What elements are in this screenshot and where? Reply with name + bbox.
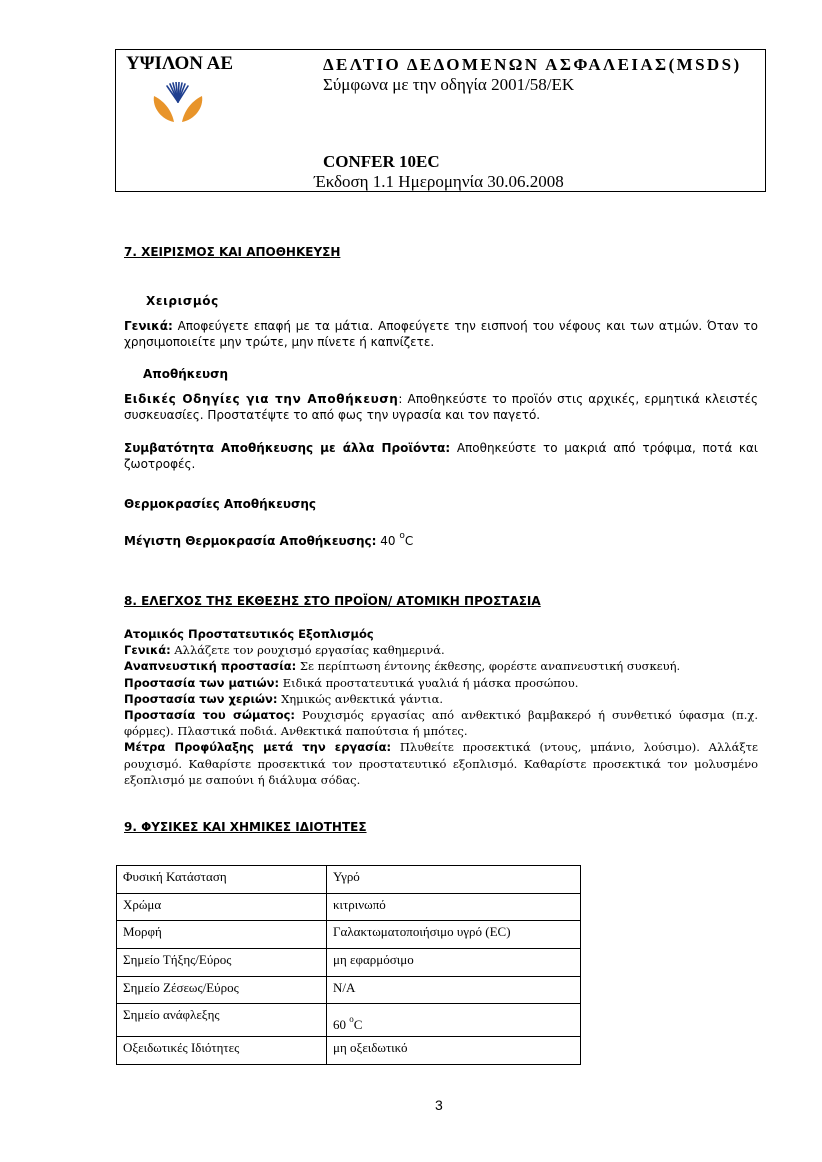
compatibility-text: Αποθηκεύστε το μακριά από τρόφιμα, ποτά και ζωοτροφές. — [124, 441, 758, 471]
product-name: CONFER 10EC — [323, 152, 440, 171]
page-number: 3 — [435, 1097, 443, 1113]
properties-table — [116, 865, 581, 1065]
company-logo-icon — [150, 82, 206, 124]
respiratory-line: Αναπνευστική προστασία: Σε περίπτωση έντονης έκθεσης, φορέστε αναπνευστική συσκευή. — [124, 659, 681, 674]
property-name: Χρώμα — [117, 893, 327, 921]
property-name: Σημείο Ζέσεως/Εύρος — [117, 976, 327, 1004]
degree-symbol: o — [399, 531, 405, 541]
ppe-general-line: Γενικά: Αλλάζετε τον ρουχισμό εργασίας καθημερινά. — [124, 643, 445, 658]
eye-protection-line: Προστασία των ματιών: Ειδικά προστατευτικά γυαλιά ή μάσκα προσώπου. — [124, 675, 579, 690]
table-row — [117, 1004, 581, 1037]
property-value: μη εφαρμόσιμο — [327, 949, 581, 977]
property-value: 60 $^o$C — [327, 1004, 581, 1037]
property-name: Σημείο Τήξης/Εύρος — [117, 949, 327, 977]
body-protection-line: Προστασία του σώματος: Ρουχισμός εργασίας από ανθεκτικό βαμβακερό ή συνθετικό ύφασμα (π.χ. φόρμες). Πλαστικά ποδιά. Ανθεκτικά παπούτσια ή μπότες. — [124, 708, 758, 739]
property-name: Φυσική Κατάσταση — [117, 866, 327, 894]
compatibility-label: Συμβατότητα Αποθήκευσης με άλλα Προϊόντα: — [124, 441, 451, 455]
special-storage-paragraph — [124, 391, 758, 423]
ppe-block — [124, 626, 758, 788]
handling-heading: Χειρισμός — [146, 294, 219, 308]
table-row — [117, 976, 581, 1004]
max-temp-line — [124, 528, 758, 549]
property-name: Σημείο ανάφλεξης — [117, 1004, 327, 1037]
directive-line: Σύμφωνα με την οδηγία 2001/58/ΕΚ — [323, 75, 575, 94]
section-7-title: 7. ΧΕΙΡΙΣΜΟΣ ΚΑΙ ΑΠΟΘΗΚΕΥΣΗ — [124, 245, 341, 259]
handling-general-text: Αποφεύγετε επαφή με τα μάτια. Αποφεύγετε την εισπνοή του νέφους και των ατμών. Όταν το χρησιμοποιείτε μην τρώτε, μην πίνετε ή καπνίζετε. — [124, 319, 758, 349]
property-value: Υγρό — [327, 866, 581, 894]
degree-symbol: o — [349, 1014, 354, 1025]
property-value: N/A — [327, 976, 581, 1004]
company-name: ΥΨΙΛΟΝ ΑΕ — [126, 53, 234, 74]
max-temp-value: 40 — [376, 534, 400, 548]
ppe-heading: Ατομικός Προστατευτικός Εξοπλισμός — [124, 627, 374, 641]
section-8-title: 8. ΕΛΕΓΧΟΣ ΤΗΣ ΕΚΘΕΣΗΣ ΣΤΟ ΠΡΟΪΟΝ/ ΑΤΟΜΙΚΗ ΠΡΟΣΤΑΣΙΑ — [124, 594, 541, 608]
property-value: μη οξειδωτικό — [327, 1037, 581, 1065]
storage-heading: Αποθήκευση — [143, 367, 229, 381]
table-row — [117, 893, 581, 921]
edition-line: Έκδοση 1.1 Ημερομηνία 30.06.2008 — [314, 172, 564, 191]
handling-general-paragraph — [124, 318, 758, 350]
storage-temps-heading: Θερμοκρασίες Αποθήκευσης — [124, 497, 317, 511]
table-row — [117, 949, 581, 977]
section-9-title: 9. ΦΥΣΙΚΕΣ ΚΑΙ ΧΗΜΙΚΕΣ ΙΔΙΟΤΗΤΕΣ — [124, 820, 367, 834]
max-temp-unit: C — [404, 534, 414, 548]
table-row — [117, 921, 581, 949]
table-row — [117, 1037, 581, 1065]
property-name: Οξειδωτικές Ιδιότητες — [117, 1037, 327, 1065]
after-work-line: Μέτρα Προφύλαξης μετά την εργασία: Πλυθείτε προσεκτικά (ντους, μπάνιο, λούσιμο). Αλλάξτε ρουχισμό. Καθαρίστε προσεκτικά τον προστατευτικό εξοπλισμό. Καθαρίστε προσεκτικά τον μολυσμένο εξοπλισμό με σαπούνι ή διάλυμα σόδας. — [124, 740, 758, 787]
property-value: κιτρινωπό — [327, 893, 581, 921]
hand-protection-line: Προστασία των χεριών: Χημικώς ανθεκτικά γάντια. — [124, 691, 444, 706]
property-name: Μορφή — [117, 921, 327, 949]
max-temp-label: Μέγιστη Θερμοκρασία Αποθήκευσης: — [124, 534, 377, 548]
special-storage-text: : Αποθηκεύστε το προϊόν στις αρχικές, ερμητικά κλειστές συσκευασίες. Προστατέψτε το από φως την υγρασία και τον παγετό. — [124, 392, 758, 422]
compatibility-paragraph — [124, 440, 758, 472]
handling-general-label: Γενικά: — [124, 319, 173, 333]
document-header — [115, 49, 766, 192]
property-value: Γαλακτωματοποιήσιμο υγρό (EC) — [327, 921, 581, 949]
document-title: ΔΕΛΤΙΟ ΔΕΔΟΜΕΝΩΝ ΑΣΦΑΛΕΙΑΣ(MSDS) — [323, 55, 742, 74]
special-storage-label: Ειδικές Οδηγίες για την Αποθήκευση — [124, 392, 399, 406]
table-row — [117, 866, 581, 894]
